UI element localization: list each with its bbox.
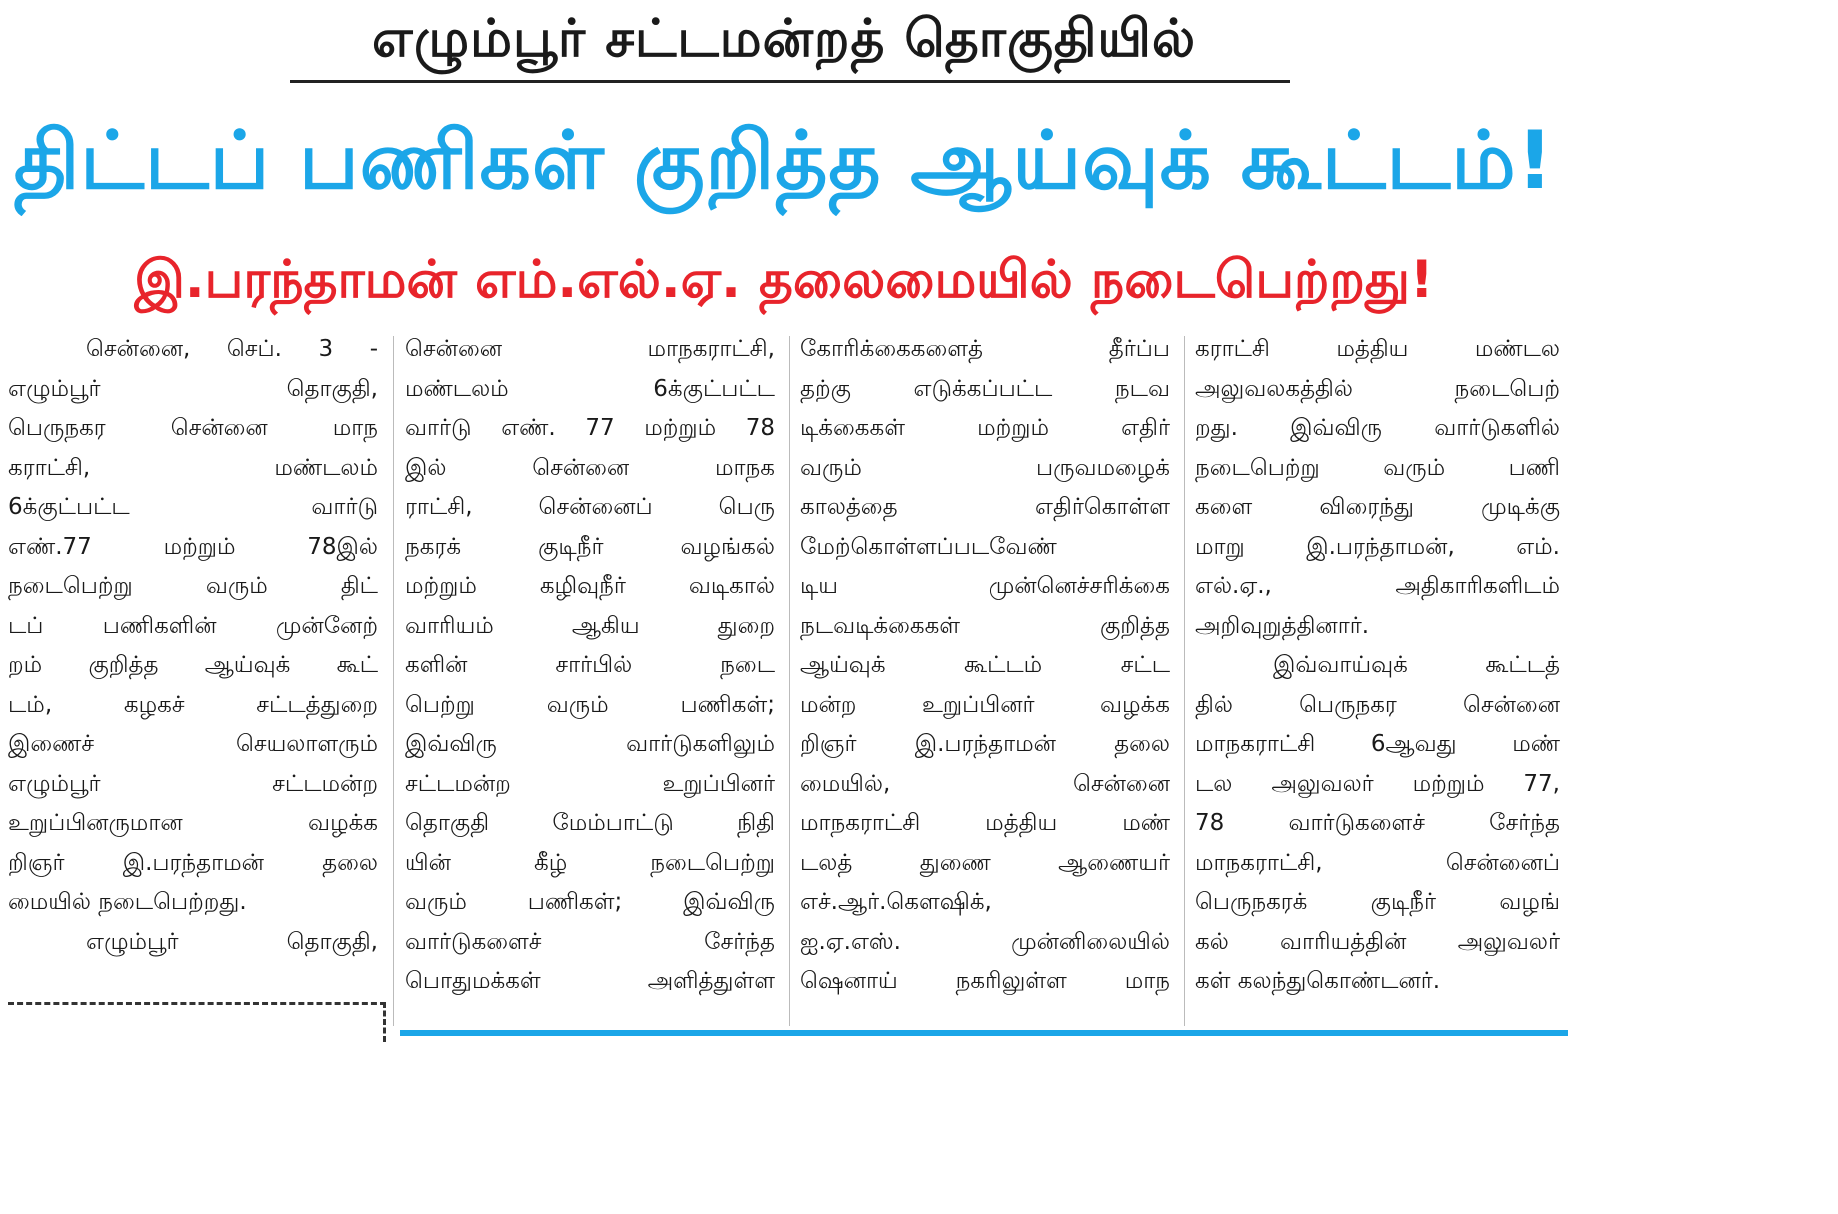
text-line: இவ்விரு வார்டுகளிலும் <box>405 731 775 757</box>
text-line: சட்டமன்ற உறுப்பினர் <box>405 770 775 797</box>
text-line: மையில், சென்னை <box>800 770 1170 797</box>
text-line: கள் கலந்துகொண்டனர். <box>1195 968 1441 994</box>
column-divider <box>393 336 394 1026</box>
text-line: களின் சார்பில் நடை <box>405 652 775 678</box>
text-line: மாறு இ.பரந்தாமன், எம். <box>1195 533 1560 560</box>
text-line: கல் வாரியத்தின் அலுவலர் <box>1195 928 1560 955</box>
text-line: மையில் நடைபெற்றது. <box>8 889 247 915</box>
dashed-box-frame <box>8 1002 386 1042</box>
text-line: மண்டலம் 6க்குட்பட்ட <box>405 375 775 402</box>
column-divider <box>1184 336 1185 1026</box>
text-line: டிய முன்னெச்சரிக்கை <box>800 573 1170 599</box>
text-line: தொகுதி மேம்பாட்டு நிதி <box>405 810 775 836</box>
text-line: தற்கு எடுக்கப்பட்ட நடவ <box>800 375 1170 402</box>
text-line: மன்ற உறுப்பினர் வழக்க <box>800 691 1170 718</box>
text-line: இவ்வாய்வுக் கூட்டத் <box>1273 652 1560 678</box>
text-line: றிஞர் இ.பரந்தாமன் தலை <box>800 731 1170 757</box>
text-line: வார்டு எண். 77 மற்றும் 78 <box>405 415 775 441</box>
article-column-2 <box>405 330 775 1002</box>
text-line: சென்னை மாநகராட்சி, <box>405 336 775 362</box>
text-line: 78 வார்டுகளைச் சேர்ந்த <box>1195 810 1560 836</box>
kicker-underline <box>290 80 1290 83</box>
column-divider <box>789 336 790 1026</box>
text-line: டப் பணிகளின் முன்னேற் <box>8 612 378 639</box>
text-line: மாநகராட்சி 6ஆவது மண் <box>1195 731 1560 757</box>
text-line: ராட்சி, சென்னைப் பெரு <box>405 494 775 520</box>
text-line: ஆய்வுக் கூட்டம் சட்ட <box>800 652 1170 678</box>
text-line: வரும் பருவமழைக் <box>800 454 1170 481</box>
text-line: களை விரைந்து முடிக்கு <box>1195 494 1560 520</box>
text-line: பெற்று வரும் பணிகள்; <box>405 691 775 718</box>
text-line: எல்.ஏ., அதிகாரிகளிடம் <box>1195 573 1560 599</box>
text-line: எண்.77 மற்றும் 78இல் <box>8 533 378 560</box>
text-line: நடவடிக்கைகள் குறித்த <box>800 612 1170 639</box>
text-line: றது. இவ்விரு வார்டுகளில் <box>1195 415 1560 441</box>
text-line: வாரியம் ஆகிய துறை <box>405 612 775 639</box>
bottom-blue-rule <box>400 1030 1568 1036</box>
headline: திட்டப் பணிகள் குறித்த ஆய்வுக் கூட்டம்! <box>13 114 1555 207</box>
text-line: இல் சென்னை மாநக <box>405 454 775 481</box>
text-line: நகரக் குடிநீர் வழங்கல் <box>405 533 775 560</box>
article-column-3 <box>800 330 1170 1002</box>
text-line: வார்டுகளைச் சேர்ந்த <box>405 928 775 955</box>
text-line: தில் பெருநகர சென்னை <box>1195 691 1560 718</box>
text-line: எழும்பூர் தொகுதி, <box>86 928 378 955</box>
text-line: கராட்சி மத்திய மண்டல <box>1195 336 1560 362</box>
text-line: பெருநகர சென்னை மாந <box>8 415 378 441</box>
text-line: சென்னை, செப். 3 - <box>86 336 378 362</box>
text-line: எழும்பூர் தொகுதி, <box>8 375 378 402</box>
text-line: மற்றும் கழிவுநீர் வடிகால் <box>405 573 775 599</box>
text-line: உறுப்பினருமான வழக்க <box>8 810 378 836</box>
text-line: கோரிக்கைகளைத் தீர்ப்ப <box>800 336 1170 362</box>
text-line: இணைச் செயலாளரும் <box>8 731 378 757</box>
text-line: கராட்சி, மண்டலம் <box>8 454 378 481</box>
subheadline: இ.பரந்தாமன் எம்.எல்.ஏ. தலைமையில் நடைபெற்றது! <box>134 250 1434 310</box>
text-line: அறிவுறுத்தினார். <box>1195 612 1370 639</box>
text-line: ஷெனாய் நகரிலுள்ள மாந <box>800 968 1170 994</box>
text-line: றிஞர் இ.பரந்தாமன் தலை <box>8 849 378 876</box>
text-line: யின் கீழ் நடைபெற்று <box>405 849 775 876</box>
text-line: நடைபெற்று வரும் பணி <box>1195 454 1560 481</box>
text-line: நடைபெற்று வரும் திட் <box>8 573 378 599</box>
text-line: மேற்கொள்ளப்படவேண் <box>800 533 1057 560</box>
text-line: ஐ.ஏ.எஸ். முன்னிலையில் <box>800 928 1170 955</box>
text-line: 6க்குட்பட்ட வார்டு <box>8 494 378 520</box>
text-line: எழும்பூர் சட்டமன்ற <box>8 770 378 797</box>
text-line: எச்.ஆர்.கௌஷிக், <box>800 889 992 915</box>
text-line: மாநகராட்சி, சென்னைப் <box>1195 849 1560 876</box>
article-column-1 <box>8 330 378 962</box>
text-line: பொதுமக்கள் அளித்துள்ள <box>405 968 775 994</box>
text-line: காலத்தை எதிர்கொள்ள <box>800 494 1170 520</box>
text-line: அலுவலகத்தில் நடைபெற் <box>1195 375 1560 402</box>
text-line: மாநகராட்சி மத்திய மண் <box>800 810 1170 836</box>
article-column-4 <box>1195 330 1560 1002</box>
text-line: டிக்கைகள் மற்றும் எதிர் <box>800 415 1170 441</box>
text-line: வரும் பணிகள்; இவ்விரு <box>405 889 775 915</box>
kicker-title: எழும்பூர் சட்டமன்றத் தொகுதியில் <box>372 9 1196 69</box>
text-line: டலத் துணை ஆணையர் <box>800 849 1170 876</box>
text-line: றம் குறித்த ஆய்வுக் கூட் <box>8 652 378 678</box>
text-line: டல அலுவலர் மற்றும் 77, <box>1195 770 1560 797</box>
text-line: டம், கழகச் சட்டத்துறை <box>8 691 378 718</box>
text-line: பெருநகரக் குடிநீர் வழங் <box>1195 889 1560 915</box>
